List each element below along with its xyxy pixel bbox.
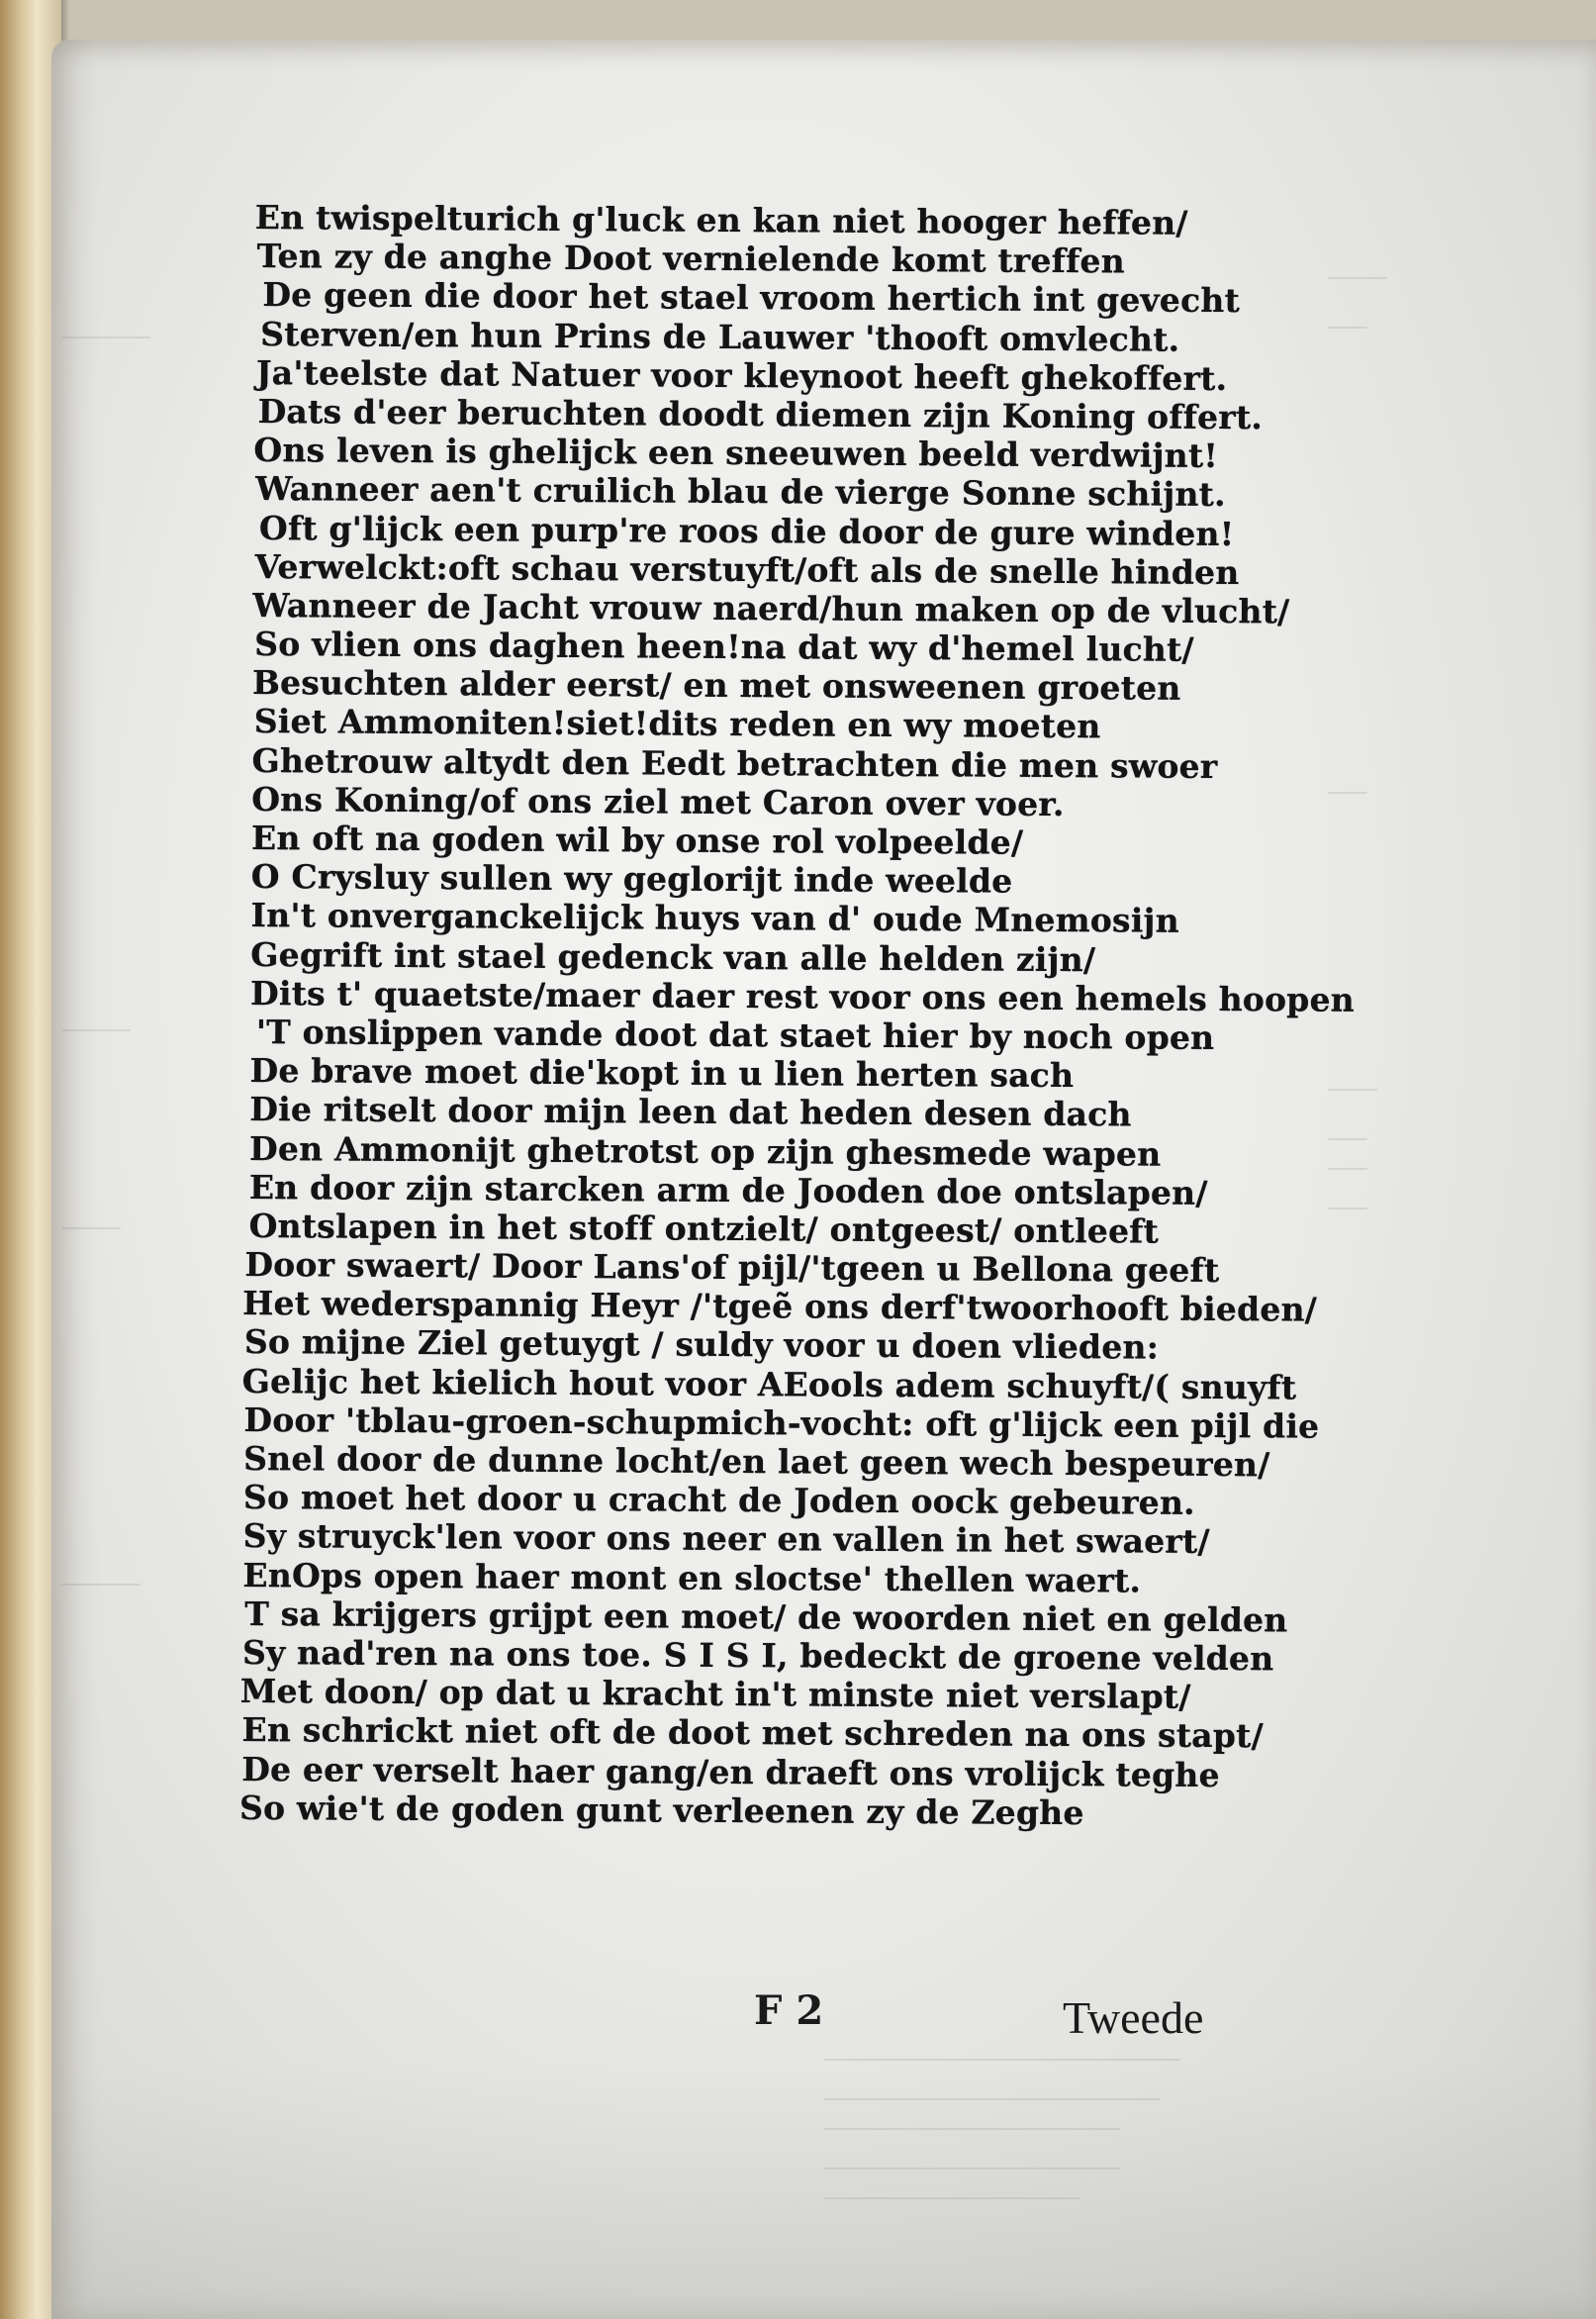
verse-line: Sterven/en hun Prins de Lauwer 'thooft omvlecht.: [260, 314, 1180, 359]
verse-line: In't onverganckelijck huys van d' oude Mnemosijn: [250, 896, 1179, 941]
verse-line: Ons leven is ghelijck een sneeuwen beeld verdwijnt!: [253, 431, 1219, 476]
page-footer: [51, 1987, 1596, 2047]
bleed-mark: [61, 1584, 141, 1586]
bleed-mark: [823, 2197, 1080, 2199]
book-page: [51, 40, 1596, 2319]
verse-line: So wie't de goden gunt verleenen zy de Zeghe: [238, 1788, 1084, 1832]
verse-line: So mijne Ziel getuygt / suldy voor u doen vlieden:: [243, 1322, 1160, 1368]
verse-line: So moet het door u cracht de Joden oock gebeuren.: [242, 1478, 1195, 1523]
verse-line: Den Ammonijt ghetrotst op zijn ghesmede wapen: [249, 1128, 1162, 1174]
verse-line: Met doon/ op dat u kracht in't minste niet verslapt/: [239, 1672, 1191, 1716]
verse-line: De eer verselt haer gang/en draeft ons vrolijck teghe: [241, 1749, 1220, 1794]
verse-line: Wanneer de Jacht vrouw naerd/hun maken op de vlucht/: [252, 585, 1290, 631]
catchword: Tweede: [1063, 1992, 1204, 2043]
verse-line: Door 'tblau-groen-schupmich-vocht: oft g'lijck een pijl die: [243, 1400, 1320, 1446]
bleed-mark: [823, 2098, 1160, 2100]
verse-line: Gelijc het kielich hout voor AEools adem schuyft/( snuyft: [241, 1361, 1297, 1407]
verse-line: De brave moet die'kopt in u lien herten sach: [249, 1051, 1075, 1096]
verse-line: Sy nad'ren na ons toe. S I S I, bedeckt de groene velden: [241, 1632, 1274, 1679]
verse-line: Dats d'eer beruchten doodt diemen zijn Koning offert.: [257, 391, 1264, 437]
verse-line: Wanneer aen't cruilich blau de vierge Sonne schijnt.: [255, 469, 1226, 515]
bleed-mark: [823, 2168, 1120, 2170]
verse-line: Die ritselt door mijn leen dat heden desen dach: [249, 1090, 1132, 1134]
verse-line: Sy struyck'len voor ons neer en vallen in het swaert/: [242, 1516, 1210, 1562]
verse-line: Door swaert/ Door Lans'of pijl/'tgeen u Bellona geeft: [244, 1245, 1220, 1291]
verse-line: Verwelckt:oft schau verstuyft/oft als de snelle hinden: [254, 546, 1240, 592]
signature-mark: F 2: [754, 1987, 824, 2034]
verse-line: Ghetrouw altydt den Eedt betrachten die men swoer: [251, 740, 1218, 786]
verse-line: 'T onslippen vande doot dat staet hier by noch open: [255, 1012, 1215, 1057]
verse-line: Snel door de dunne locht/en laet geen wech bespeuren/: [243, 1438, 1270, 1485]
verse-line: Ja'teelste dat Natuer voor kleynoot heeft ghekoffert.: [255, 352, 1228, 398]
bleed-mark: [61, 1227, 121, 1229]
bleed-mark: [61, 1029, 131, 1031]
verse-line: Dits t' quaetste/maer daer rest voor ons een hemels hoopen: [249, 973, 1356, 1019]
page-shadow: [51, 2062, 1596, 2319]
bleed-mark: [823, 2059, 1179, 2061]
bleed-mark: [61, 337, 150, 338]
verse-line: T sa krijgers grijpt een moet/ de woorden niet en gelden: [244, 1594, 1288, 1640]
verse-text-block: [238, 198, 1383, 1834]
verse-line: So vlien ons daghen heen!na dat wy d'hemel lucht/: [254, 625, 1194, 669]
verse-line: Het wederspannig Heyr /'tgeẽ ons derf'twoorhooft bieden/: [242, 1284, 1318, 1329]
verse-line: En twispelturich g'luck en kan niet hooger heffen/: [254, 198, 1188, 242]
verse-line: De geen die door het stael vroom hertich int gevecht: [262, 275, 1241, 321]
verse-line: O Crysluy sullen wy geglorijt inde weelde: [250, 857, 1013, 901]
verse-line: En door zijn starcken arm de Jooden doe ontslapen/: [248, 1167, 1208, 1212]
verse-line: Ons Koning/of ons ziel met Caron over voer.: [251, 779, 1065, 823]
verse-line: Gegrift int stael gedenck van alle helden zijn/: [250, 934, 1096, 979]
verse-line: EnOps open haer mont en sloctse' thellen waert.: [242, 1555, 1142, 1600]
verse-line: Ten zy de anghe Doot vernielende komt treffen: [256, 237, 1125, 281]
verse-line: Oft g'lijck een purp're roos die door de gure winden!: [258, 508, 1235, 553]
verse-line: Ontslapen in het stoff ontzielt/ ontgeest/ ontleeft: [248, 1206, 1160, 1251]
verse-line: Siet Ammoniten!siet!dits reden en wy moeten: [253, 702, 1101, 746]
bleed-mark: [823, 2128, 1120, 2130]
verse-line: Besuchten alder eerst/ en met onsweenen groeten: [251, 663, 1181, 708]
verse-line: En oft na goden wil by onse rol volpeelde/: [250, 818, 1024, 862]
verse-line: En schrickt niet oft de doot met schreden na ons stapt/: [241, 1710, 1264, 1756]
